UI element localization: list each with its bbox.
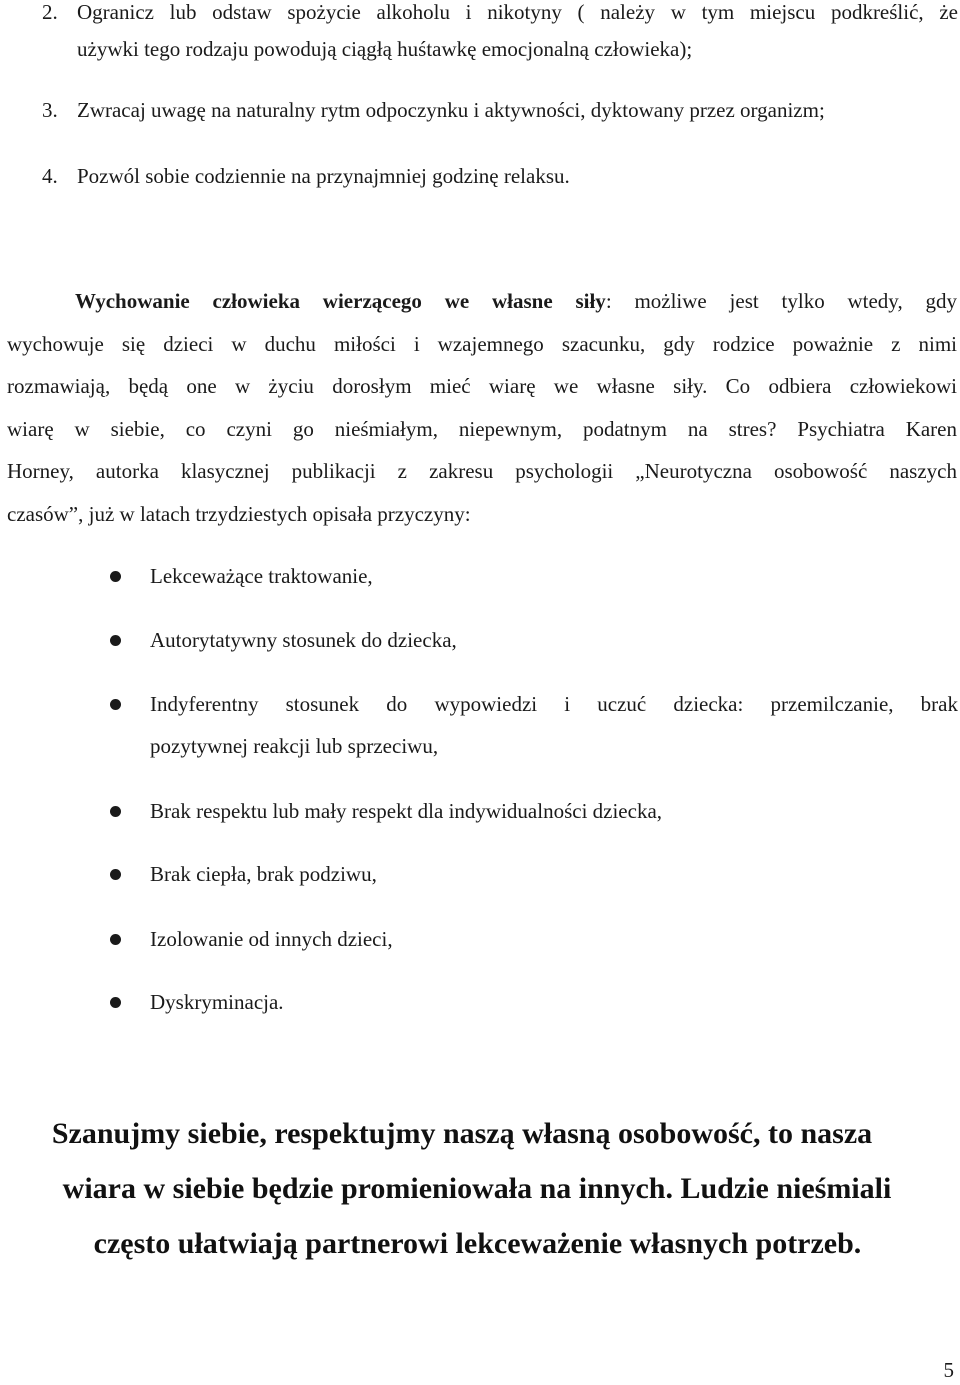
- bullet-text: Brak respektu lub mały respekt dla indywidualności dziecka,: [150, 799, 663, 823]
- list-item-3: [0, 92, 960, 132]
- bullet-text: Indyferentny stosunek do wypowiedzi i uczuć dziecka: przemilczanie, brak: [150, 692, 958, 716]
- list-text-line: Zwracaj uwagę na naturalny rytm odpoczynku i aktywności, dyktowany przez organizm;: [77, 98, 825, 122]
- list-text-line: Ogranicz lub odstaw spożycie alkoholu i nikotyny ( należy w tym miejscu podkreślić, że: [77, 0, 958, 24]
- conclusion-line: często ułatwiają partnerowi lekceważenie własnych potrzeb.: [93, 1227, 862, 1260]
- list-text-line: używki tego rodzaju powodują ciągłą huśtawkę emocjonalną człowieka);: [77, 37, 693, 61]
- list-number: 4.: [42, 164, 58, 188]
- bullet-text: Dyskryminacja.: [150, 990, 284, 1014]
- bullet-dot-icon: [110, 997, 121, 1008]
- bullet-dot-icon: [110, 869, 121, 880]
- bullet-dot-icon: [110, 934, 121, 945]
- bullet-text: Brak ciepła, brak podziwu,: [150, 862, 377, 886]
- bullet-text: pozytywnej reakcji lub sprzeciwu,: [150, 734, 439, 758]
- list-number: 3.: [42, 98, 58, 122]
- bullet-text: Autorytatywny stosunek do dziecka,: [150, 628, 457, 652]
- paragraph-line-rest: : możliwe jest tylko wtedy, gdy: [605, 289, 957, 313]
- paragraph-line: wychowuje się dzieci w duchu miłości i wzajemnego szacunku, gdy rodzice poważnie z nimi: [7, 331, 957, 356]
- paragraph-line: rozmawiają, będą one w życiu dorosłym mieć wiarę we własne siły. Co odbiera człowiekowi: [7, 374, 957, 398]
- list-text-line: Pozwól sobie codziennie na przynajmniej godzinę relaksu.: [77, 164, 570, 188]
- paragraph-bold-lead: Wychowanie człowieka wierzącego we własne siły: [75, 289, 606, 313]
- bullet-dot-icon: [110, 699, 121, 710]
- paragraph-line: czasów”, już w latach trzydziestych opisała przyczyny:: [7, 501, 471, 526]
- bullet-dot-icon: [110, 571, 121, 582]
- paragraph-line: wiarę w siebie, co czyni go nieśmiałym, niepewnym, podatnym na stres? Psychiatra Karen: [7, 416, 957, 441]
- bullet-dot-icon: [110, 806, 121, 817]
- bullet-text: Lekceważące traktowanie,: [150, 564, 373, 588]
- body-paragraph: [7, 280, 957, 535]
- list-item-2: [0, 0, 960, 74]
- list-item-4: [0, 158, 960, 198]
- conclusion-line: Szanujmy siebie, respektujmy naszą własną osobowość, to nasza: [51, 1117, 873, 1150]
- conclusion-line: wiara w siebie będzie promieniowała na innych. Ludzie nieśmiali: [62, 1172, 892, 1205]
- paragraph-line: Horney, autorka klasycznej publikacji z zakresu psychologii „Neurotyczna osobowość naszych: [7, 459, 957, 483]
- conclusion-text: [0, 1106, 960, 1271]
- paragraph-line: [7, 280, 957, 323]
- bullet-dot-icon: [110, 635, 121, 646]
- list-number: 2.: [42, 0, 58, 24]
- bullet-text: Izolowanie od innych dzieci,: [150, 927, 393, 951]
- page-number: 5: [943, 1358, 954, 1382]
